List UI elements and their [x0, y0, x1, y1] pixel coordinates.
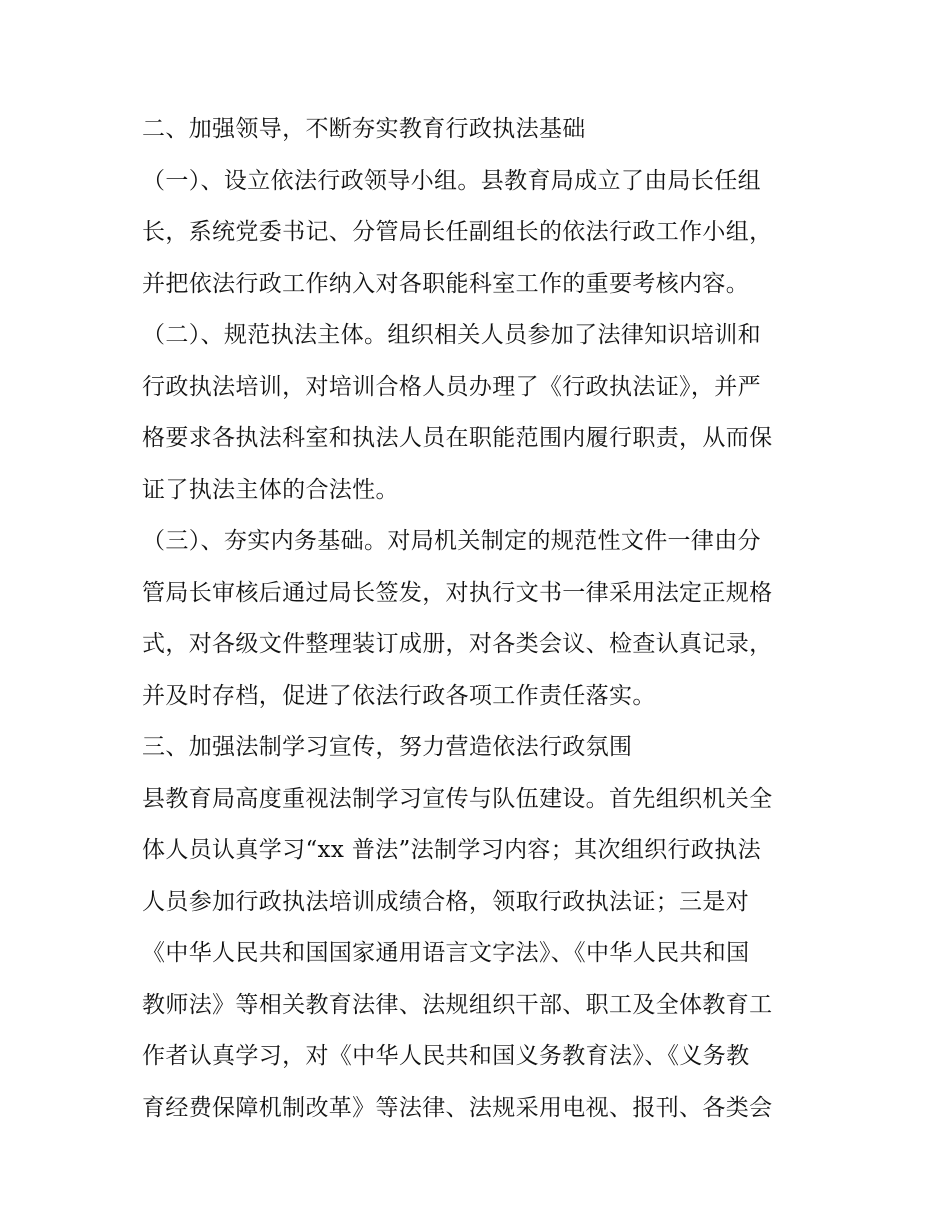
paragraph-line: 行政执法培训，对培训合格人员办理了《行政执法证》，并严 [142, 373, 761, 400]
paragraph-line: （二）、规范执法主体。组织相关人员参加了法律知识培训和 [142, 322, 761, 348]
paragraph-line: 作者认真学习，对《中华人民共和国义务教育法》、《义务教 [142, 1043, 750, 1069]
paragraph-line: 并把依法行政工作纳入对各职能科室工作的重要考核内容。 [142, 270, 750, 297]
paragraph-line: 县教育局高度重视法制学习宣传与队伍建设。首先组织机关全 [142, 785, 773, 812]
paragraph-line: 证了执法主体的合法性。 [142, 476, 399, 503]
paragraph-line: 格要求各执法科室和执法人员在职能范围内履行职责，从而保 [142, 425, 773, 451]
paragraph-line: 《中华人民共和国国家通用语言文字法》、《中华人民共和国 [142, 940, 750, 966]
paragraph-line: （三）、夯实内务基础。对局机关制定的规范性文件一律由分 [142, 528, 761, 554]
paragraph-line: 教师法》等相关教育法律、法规组织干部、职工及全体教育工 [142, 991, 773, 1018]
section-heading-2: 二、加强领导，不断夯实教育行政执法基础 [142, 116, 586, 142]
paragraph-line: 体人员认真学习“xx 普法”法制学习内容；其次组织行政执法 [142, 837, 761, 863]
paragraph-line: 式，对各级文件整理装订成册，对各类会议、检查认真记录， [142, 631, 773, 657]
paragraph-line: 育经费保障机制改革》等法律、法规采用电视、报刊、各类会 [142, 1094, 773, 1121]
document-body [142, 104, 814, 1134]
paragraph-line: （一）、设立依法行政领导小组。县教育局成立了由局长任组 [142, 167, 761, 194]
paragraph-line: 人员参加行政执法培训成绩合格，领取行政执法证；三是对 [142, 888, 750, 915]
paragraph-line: 长，系统党委书记、分管局长任副组长的依法行政工作小组， [142, 219, 773, 245]
section-heading-3: 三、加强法制学习宣传，努力营造依法行政氛围 [142, 734, 633, 760]
paragraph-line: 管局长审核后通过局长签发，对执行文书一律采用法定正规格 [142, 579, 773, 606]
paragraph-line: 并及时存档，促进了依法行政各项工作责任落实。 [142, 682, 656, 709]
